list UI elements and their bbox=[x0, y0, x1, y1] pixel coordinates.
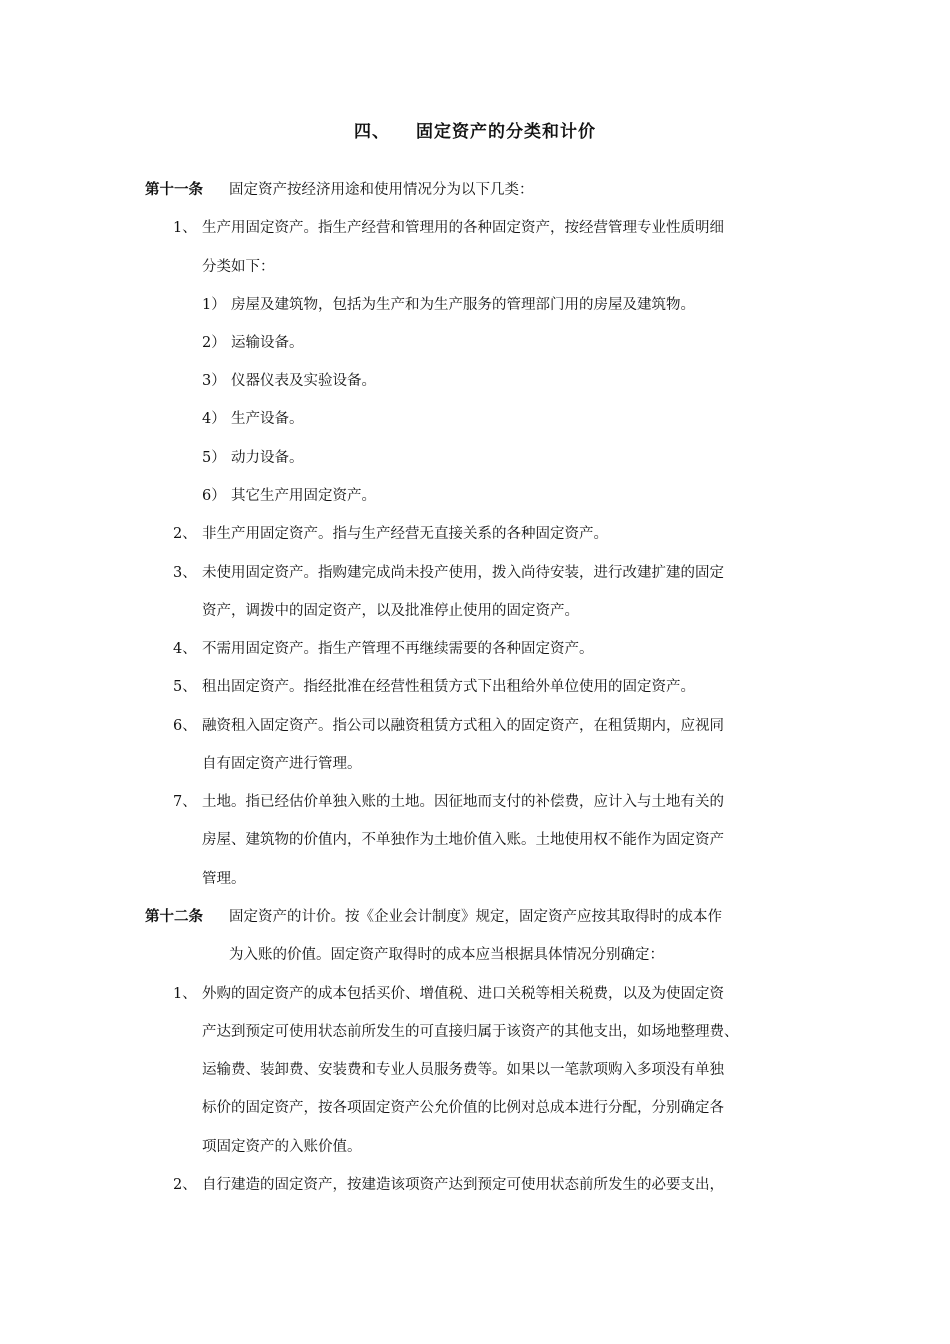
list-item-text: 融资租入固定资产。指公司以融资租赁方式租入的固定资产，在租赁期内，应视同 bbox=[202, 718, 724, 734]
list-item-continuation: 房屋、建筑物的价值内，不单独作为土地价值入账。土地使用权不能作为固定资产 bbox=[202, 832, 724, 848]
article-12-heading bbox=[145, 907, 722, 927]
section-number: 四、 bbox=[354, 122, 390, 142]
list-item bbox=[173, 639, 594, 659]
list-marker: 2、 bbox=[173, 526, 197, 542]
sub-list-item bbox=[202, 333, 304, 353]
sub-list-item bbox=[202, 486, 376, 506]
list-item bbox=[173, 1175, 724, 1195]
list-item-continuation: 自有固定资产进行管理。 bbox=[202, 756, 362, 772]
list-item-text: 生产用固定资产。指生产经营和管理用的各种固定资产，按经营管理专业性质明细 bbox=[202, 220, 724, 236]
list-item-text: 非生产用固定资产。指与生产经营无直接关系的各种固定资产。 bbox=[202, 526, 608, 542]
list-item-continuation: 产达到预定可使用状态前所发生的可直接归属于该资产的其他支出，如场地整理费、 bbox=[202, 1024, 739, 1040]
sub-list-item bbox=[202, 295, 695, 315]
sub-list-marker: 5） bbox=[202, 450, 226, 466]
sub-list-marker: 2） bbox=[202, 335, 226, 351]
section-title: 固定资产的分类和计价 bbox=[416, 122, 596, 142]
list-item-text: 未使用固定资产。指购建完成尚未投产使用，拨入尚待安装，进行改建扩建的固定 bbox=[202, 565, 724, 581]
article-text-continuation: 为入账的价值。固定资产取得时的成本应当根据具体情况分别确定： bbox=[229, 947, 664, 963]
sub-list-item bbox=[202, 448, 304, 468]
sub-list-marker: 4） bbox=[202, 411, 226, 427]
sub-list-item-text: 仪器仪表及实验设备。 bbox=[231, 373, 376, 389]
sub-list-marker: 1） bbox=[202, 297, 226, 313]
section-heading bbox=[0, 117, 950, 142]
sub-list-item-text: 其它生产用固定资产。 bbox=[231, 488, 376, 504]
article-text: 固定资产的计价。按《企业会计制度》规定，固定资产应按其取得时的成本作 bbox=[229, 909, 722, 925]
list-item-continuation: 分类如下： bbox=[202, 259, 275, 275]
list-item-continuation: 运输费、装卸费、安装费和专业人员服务费等。如果以一笔款项购入多项没有单独 bbox=[202, 1062, 724, 1078]
list-item-text: 不需用固定资产。指生产管理不再继续需要的各种固定资产。 bbox=[202, 641, 594, 657]
list-item-continuation: 管理。 bbox=[202, 871, 246, 887]
list-marker: 4、 bbox=[173, 641, 197, 657]
list-item-text: 土地。指已经估价单独入账的土地。因征地而支付的补偿费，应计入与土地有关的 bbox=[202, 794, 724, 810]
sub-list-item bbox=[202, 409, 304, 429]
list-marker: 1、 bbox=[173, 220, 197, 236]
list-item-text: 自行建造的固定资产，按建造该项资产达到预定可使用状态前所发生的必要支出， bbox=[202, 1177, 724, 1193]
sub-list-marker: 3） bbox=[202, 373, 226, 389]
list-item bbox=[173, 677, 695, 697]
sub-list-item bbox=[202, 371, 376, 391]
list-item-continuation: 资产，调拨中的固定资产，以及批准停止使用的固定资产。 bbox=[202, 603, 579, 619]
article-text: 固定资产按经济用途和使用情况分为以下几类： bbox=[229, 182, 534, 198]
list-item-text: 租出固定资产。指经批准在经营性租赁方式下出租给外单位使用的固定资产。 bbox=[202, 679, 695, 695]
list-item bbox=[173, 716, 724, 736]
article-label: 第十二条 bbox=[145, 909, 203, 925]
sub-list-item-text: 运输设备。 bbox=[231, 335, 304, 351]
list-item bbox=[173, 218, 724, 238]
article-11-heading bbox=[145, 180, 534, 200]
list-item-continuation: 标价的固定资产，按各项固定资产公允价值的比例对总成本进行分配，分别确定各 bbox=[202, 1100, 724, 1116]
sub-list-item-text: 动力设备。 bbox=[231, 450, 304, 466]
list-item-text: 外购的固定资产的成本包括买价、增值税、进口关税等相关税费，以及为使固定资 bbox=[202, 986, 724, 1002]
list-marker: 7、 bbox=[173, 794, 197, 810]
sub-list-item-text: 房屋及建筑物，包括为生产和为生产服务的管理部门用的房屋及建筑物。 bbox=[231, 297, 695, 313]
list-marker: 5、 bbox=[173, 679, 197, 695]
list-item-continuation: 项固定资产的入账价值。 bbox=[202, 1139, 362, 1155]
article-label: 第十一条 bbox=[145, 182, 203, 198]
list-marker: 1、 bbox=[173, 986, 197, 1002]
list-item bbox=[173, 563, 724, 583]
list-item bbox=[173, 792, 724, 812]
list-item bbox=[173, 524, 608, 544]
list-item bbox=[173, 984, 724, 1004]
list-marker: 3、 bbox=[173, 565, 197, 581]
list-marker: 6、 bbox=[173, 718, 197, 734]
sub-list-marker: 6） bbox=[202, 488, 226, 504]
list-marker: 2、 bbox=[173, 1177, 197, 1193]
sub-list-item-text: 生产设备。 bbox=[231, 411, 304, 427]
